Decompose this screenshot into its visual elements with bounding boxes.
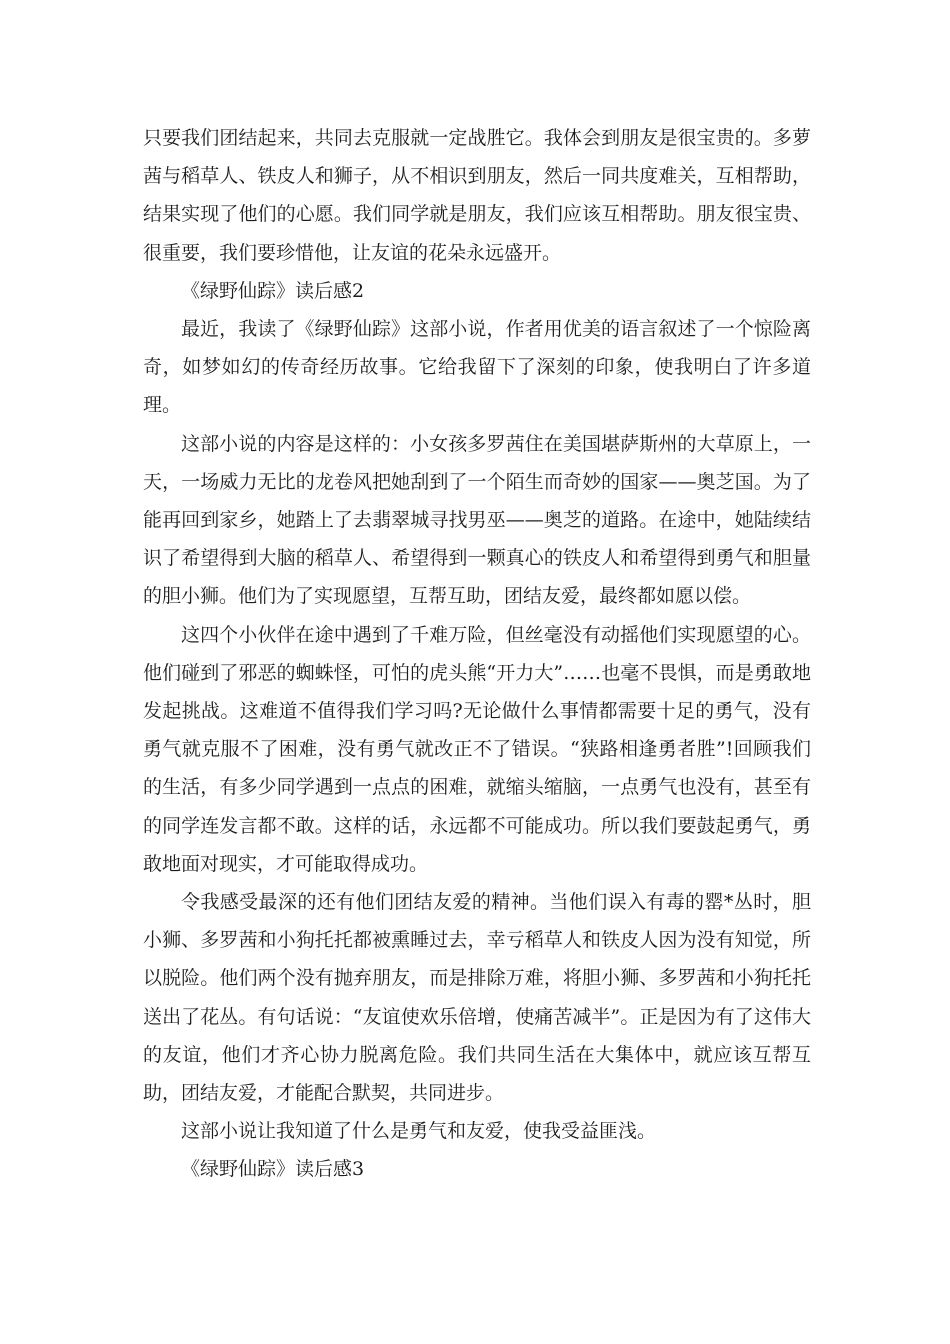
body-paragraph: 只要我们团结起来，共同去克服就一定战胜它。我体会到朋友是很宝贵的。多萝茜与稻草人、铁皮人和狮子，从不相识到朋友，然后一同共度难关，互相帮助，结果实现了他们的心愿。我们同学就是朋友，我们应该互相帮助。朋友很宝贵、很重要，我们要珍惜他，让友谊的花朵永远盛开。 (143, 127, 811, 264)
body-paragraph: 这部小说的内容是这样的：小女孩多罗茜住在美国堪萨斯州的大草原上，一天，一场威力无比的龙卷风把她刮到了一个陌生而奇妙的国家——奥芝国。为了能再回到家乡，她踏上了去翡翠城寻找男巫——奥芝的道路。在途中，她陆续结识了希望得到大脑的稻草人、希望得到一颗真心的铁皮人和希望得到勇气和胆量的胆小狮。他们为了实现愿望，互帮互助，团结友爱，最终都如愿以偿。 (143, 432, 811, 608)
body-paragraph: 最近，我读了《绿野仙踪》这部小说，作者用优美的语言叙述了一个惊险离奇，如梦如幻的传奇经历故事。它给我留下了深刻的印象，使我明白了许多道理。 (143, 318, 811, 417)
body-paragraph: 这四个小伙伴在途中遇到了千难万险，但丝毫没有动摇他们实现愿望的心。他们碰到了邪恶的蜘蛛怪，可怕的虎头熊“开力大”……也毫不畏惧，而是勇敢地发起挑战。这难道不值得我们学习吗?无论做什么事情都需要十足的勇气，没有勇气就克服不了困难，没有勇气就改正不了错误。“狭路相逢勇者胜”!回顾我们的生活，有多少同学遇到一点点的困难，就缩头缩脑，一点勇气也没有，甚至有的同学连发言都不敢。这样的话，永远都不可能成功。所以我们要鼓起勇气，勇敢地面对现实，才可能取得成功。 (143, 623, 811, 875)
section-title: 《绿野仙踪》读后感3 (181, 1158, 365, 1181)
body-paragraph: 令我感受最深的还有他们团结友爱的精神。当他们误入有毒的罂*丛时，胆小狮、多罗茜和小狗托托都被熏睡过去，幸亏稻草人和铁皮人因为没有知觉，所以脱险。他们两个没有抛弃朋友，而是排除万难，将胆小狮、多罗茜和小狗托托送出了花丛。有句话说：“友谊使欢乐倍增，使痛苦减半”。正是因为有了这伟大的友谊，他们才齐心协力脱离危险。我们共同生活在大集体中，就应该互帮互助，团结友爱，才能配合默契，共同进步。 (143, 891, 811, 1105)
section-title: 《绿野仙踪》读后感2 (181, 279, 365, 302)
document-body (143, 119, 811, 1189)
body-paragraph: 这部小说让我知道了什么是勇气和友爱，使我受益匪浅。 (181, 1120, 657, 1143)
